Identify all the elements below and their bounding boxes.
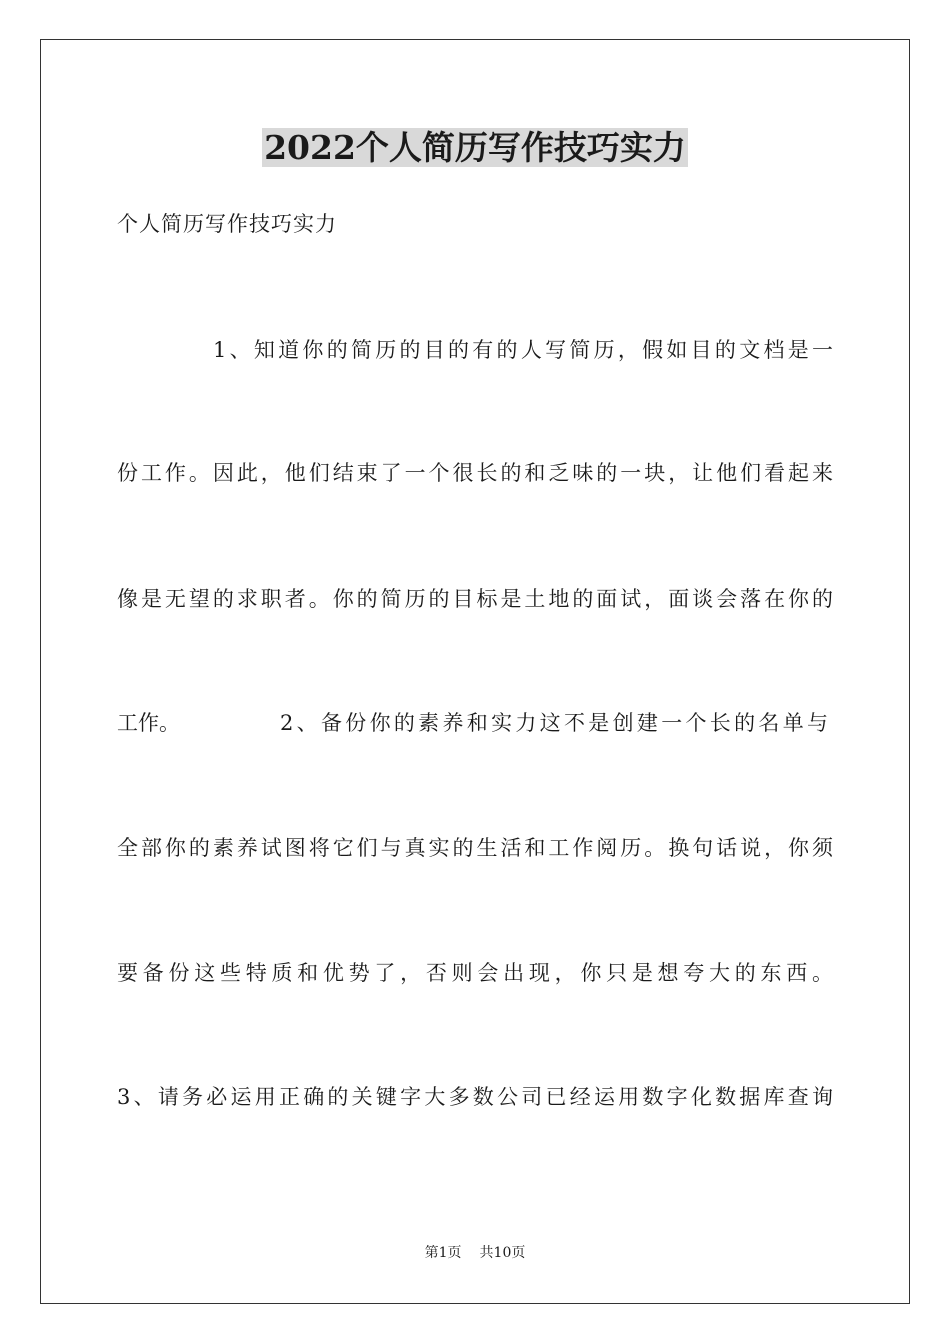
document-title xyxy=(0,126,950,170)
paragraph-line: 份工作。因此，他们结束了一个很长的和乏味的一块，让他们看起来 xyxy=(117,461,833,485)
paragraph-line-part: 工作。 xyxy=(117,711,180,735)
paragraph-line-split xyxy=(117,707,833,739)
document-subtitle: 个人简历写作技巧实力 xyxy=(117,212,337,236)
document-title-text: 2022个人简历写作技巧实力 xyxy=(264,128,686,167)
paragraph-line: 3、请务必运用正确的关键字大多数公司已经运用数字化数据库查询 xyxy=(117,1085,833,1109)
paragraph-line: 像是无望的求职者。你的简历的目标是土地的面试，面谈会落在你的 xyxy=(117,587,833,611)
page-number-total: 共10页 xyxy=(479,1245,526,1261)
paragraph-line-part: 2、备份你的素养和实力这不是创建一个长的名单与 xyxy=(280,711,828,735)
paragraph-line: 要备份这些特质和优势了，否则会出现，你只是想夸大的东西。 xyxy=(117,961,833,985)
paragraph-line: 1、知道你的简历的目的有的人写简历，假如目的文档是一 xyxy=(213,338,833,362)
page-footer xyxy=(0,1243,950,1263)
paragraph-line: 全部你的素养试图将它们与真实的生活和工作阅历。换句话说，你须 xyxy=(117,836,833,860)
page-number-current: 第1页 xyxy=(424,1245,462,1261)
